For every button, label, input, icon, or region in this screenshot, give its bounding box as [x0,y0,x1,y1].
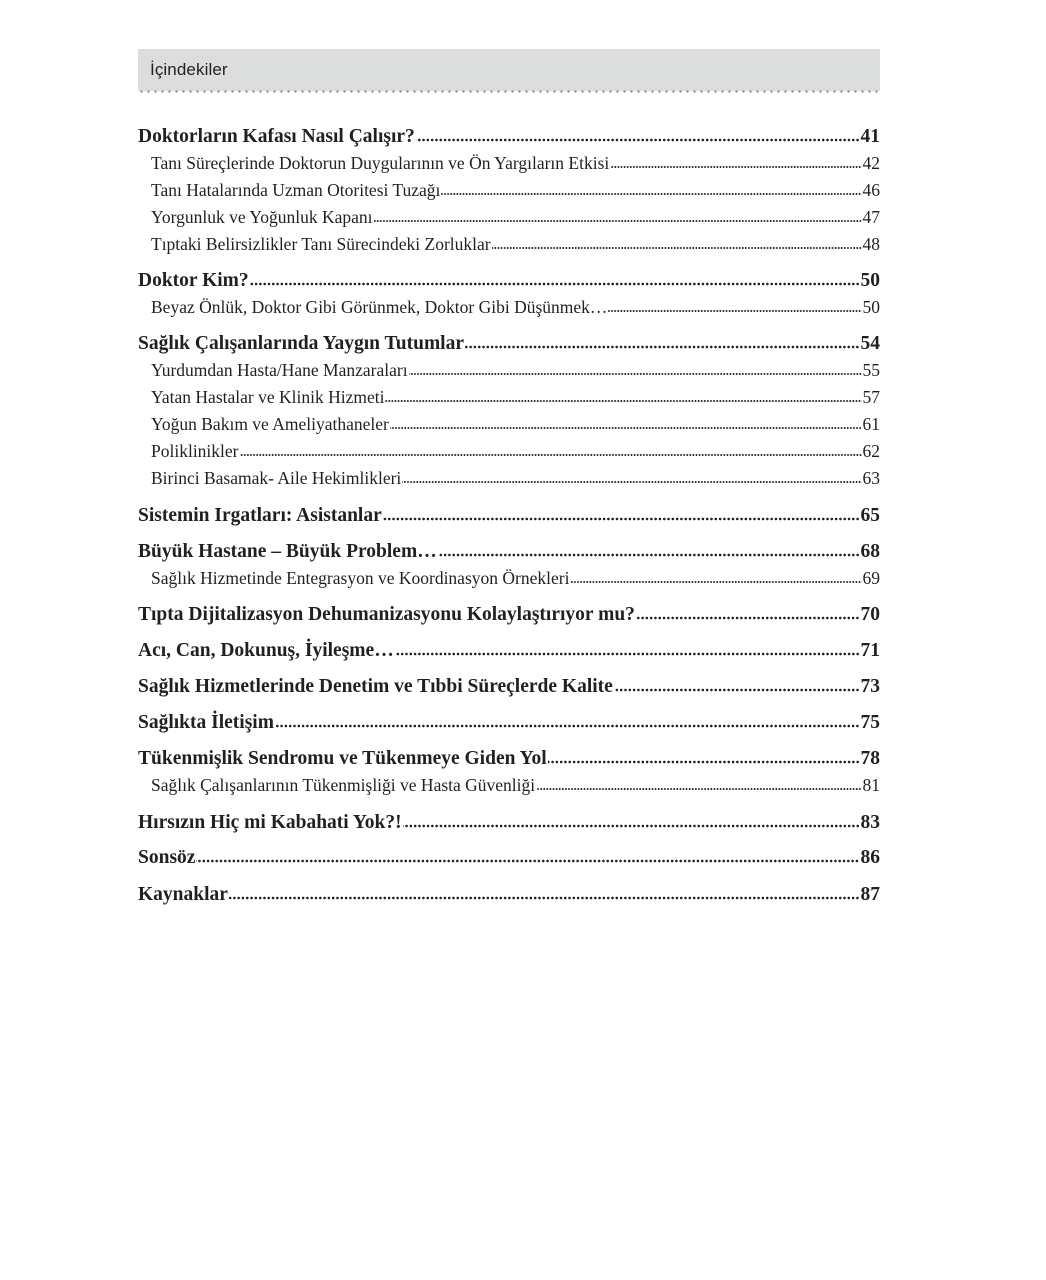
toc-entry [138,441,880,465]
toc-entry-title: Sağlık Hizmetlerinde Denetim ve Tıbbi Süreçlerde Kalite [138,676,613,697]
dot-leader [465,345,859,349]
toc-entry [138,297,880,321]
dot-leader [409,372,862,376]
toc-entry-title: Hırsızın Hiç mi Kabahati Yok?! [138,812,402,833]
toc-entry [138,812,880,838]
toc-entry-title: Sonsöz [138,847,196,868]
toc-entry-title: Sistemin Irgatları: Asistanlar [138,505,382,526]
dot-leader [395,652,860,656]
dot-leader [196,859,859,863]
toc-entry [138,604,880,630]
toc-entry [138,180,880,204]
toc-entry-title: Yatan Hastalar ve Klinik Hizmeti [151,387,385,407]
toc-entry-title: Tıpta Dijitalizasyon Dehumanizasyonu Kolaylaştırıyor mu? [138,604,635,625]
toc-entry-page: 65 [860,505,880,526]
toc-entry-title: Sağlık Çalışanlarının Tükenmişliği ve Hasta Güvenliği [151,775,536,795]
dot-leader [390,426,862,430]
dot-leader [492,246,862,250]
dot-leader [548,760,860,764]
toc-entry-page: 75 [860,712,880,733]
dot-leader [374,219,862,223]
toc-entry-page: 61 [862,414,880,434]
toc-entry [138,126,880,152]
dot-leader [250,282,860,286]
dot-leader [610,165,861,169]
toc-entry [138,414,880,438]
toc-entry [138,360,880,384]
toc-entry-page: 73 [860,676,880,697]
toc-entry-page: 55 [862,360,880,380]
toc-entry-title: Sağlık Hizmetinde Entegrasyon ve Koordinasyon Örnekleri [151,568,570,588]
toc-entry-page: 42 [862,153,880,173]
toc-entry-title: Tanı Hatalarında Uzman Otoritesi Tuzağı [151,180,441,200]
dot-leader [416,138,860,142]
toc-entry [138,712,880,738]
dot-leader [383,517,860,521]
toc-entry-title: Yoğun Bakım ve Ameliyathaneler [151,414,389,434]
toc-entry-page: 54 [860,333,880,354]
toc-entry-title: Yurdumdan Hasta/Hane Manzaraları [151,360,408,380]
dot-leader [536,787,861,791]
dot-leader [275,724,860,728]
dot-leader [441,192,861,196]
toc-entry-title: Beyaz Önlük, Doktor Gibi Görünmek, Doktor Gibi Düşünmek… [151,297,608,317]
toc-entry-page: 68 [860,541,880,562]
toc-entry-title: Yorgunluk ve Yoğunluk Kapanı [151,207,373,227]
toc-entry-title: Birinci Basamak- Aile Hekimlikleri [151,468,402,488]
toc-entry-page: 86 [860,847,880,868]
toc-entry-page: 57 [862,387,880,407]
dot-leader [403,824,860,828]
toc-entry [138,207,880,231]
toc-entry [138,748,880,774]
toc-entry-page: 78 [860,748,880,769]
toc-entry [138,505,880,531]
dot-leader [240,453,862,457]
toc-entry-title: Tükenmişlik Sendromu ve Tükenmeye Giden Yol [138,748,547,769]
toc-entry [138,676,880,702]
toc-entry-page: 71 [860,640,880,661]
toc-entry [138,775,880,799]
toc-entry-title: Poliklinikler [151,441,239,461]
toc-entry [138,468,880,492]
toc-entry-title: Doktor Kim? [138,270,249,291]
dot-leader [385,399,861,403]
toc-entry-page: 62 [862,441,880,461]
toc-entry-page: 50 [862,297,880,317]
toc-entry-title: Kaynaklar [138,884,228,905]
toc-entry-title: Tanı Süreçlerinde Doktorun Duygularının ve Ön Yargıların Etkisi [151,153,610,173]
toc-entry [138,387,880,411]
toc-entry [138,153,880,177]
dot-leader [608,309,861,313]
dot-leader [614,688,860,692]
toc-entry-page: 63 [862,468,880,488]
toc-entry-page: 87 [860,884,880,905]
toc-entry-title: Acı, Can, Dokunuş, İyileşme… [138,640,394,661]
toc-entry-page: 50 [860,270,880,291]
toc-entry-title: Sağlıkta İletişim [138,712,274,733]
toc-entry-page: 46 [862,180,880,200]
header-title: İçindekiler [150,60,228,79]
toc-entry [138,568,880,592]
toc-entry [138,234,880,258]
toc-entry-page: 48 [862,234,880,254]
dot-leader [229,896,860,900]
toc-entry-page: 83 [860,812,880,833]
dot-leader [570,580,861,584]
page-header [138,49,880,91]
toc-entry-title: Büyük Hastane – Büyük Problem… [138,541,437,562]
dot-leader [636,616,860,620]
toc-entry-page: 41 [860,126,880,147]
toc-entry-page: 70 [860,604,880,625]
toc-entry [138,270,880,296]
toc-entry [138,640,880,666]
dot-leader [438,553,860,557]
toc-entry-title: Doktorların Kafası Nasıl Çalışır? [138,126,415,147]
toc-entry [138,847,880,873]
toc-entry-page: 47 [862,207,880,227]
header-dotted-rule [138,90,880,93]
toc-entry [138,333,880,359]
toc-entry-page: 81 [862,775,880,795]
toc-entry-page: 69 [862,568,880,588]
dot-leader [402,480,861,484]
toc-entry-title: Tıptaki Belirsizlikler Tanı Sürecindeki Zorluklar [151,234,491,254]
toc-entry [138,884,880,910]
toc-entry [138,541,880,567]
toc-entry-title: Sağlık Çalışanlarında Yaygın Tutumlar [138,333,465,354]
